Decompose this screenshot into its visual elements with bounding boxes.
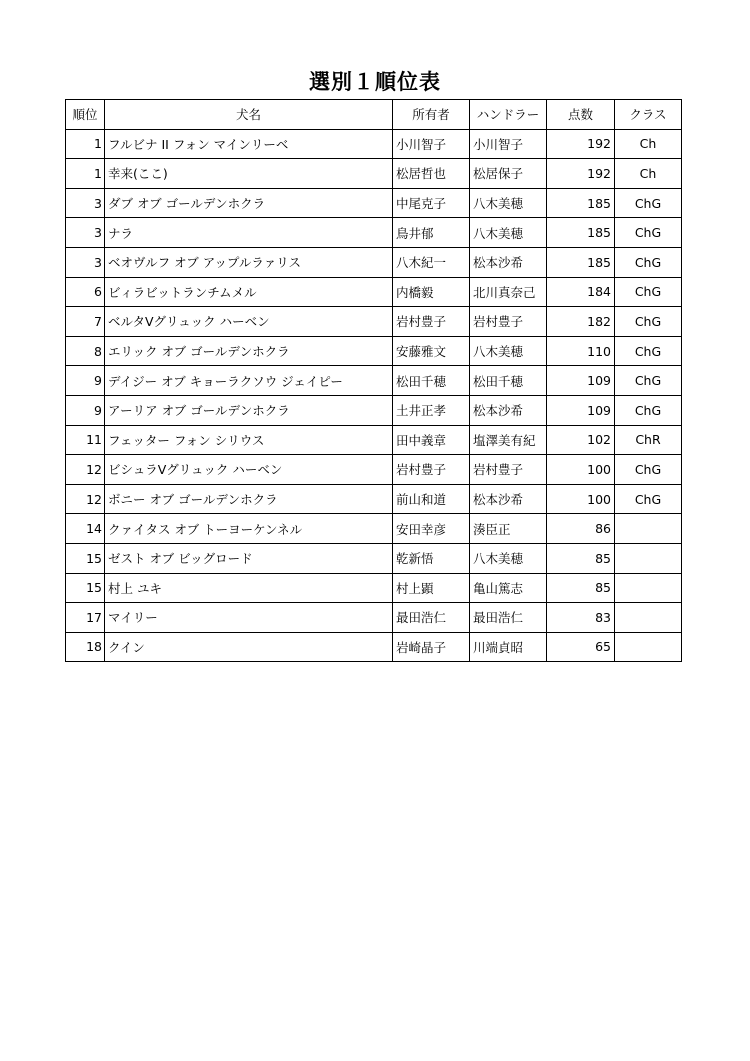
class-cell xyxy=(615,543,682,573)
owner-cell: 岩村豊子 xyxy=(393,455,470,485)
points-cell: 185 xyxy=(547,247,615,277)
rank-cell: 12 xyxy=(66,484,105,514)
rank-cell: 3 xyxy=(66,188,105,218)
class-cell: ChR xyxy=(615,425,682,455)
class-cell xyxy=(615,632,682,662)
rank-cell: 9 xyxy=(66,395,105,425)
class-cell: ChG xyxy=(615,188,682,218)
handler-cell: 最田浩仁 xyxy=(470,603,547,633)
column-header-dog-name: 犬名 xyxy=(105,100,393,130)
owner-cell: 中尾克子 xyxy=(393,188,470,218)
points-cell: 85 xyxy=(547,573,615,603)
table-row xyxy=(66,632,682,662)
handler-cell: 松居保子 xyxy=(470,159,547,189)
column-header-owner: 所有者 xyxy=(393,100,470,130)
owner-cell: 土井正孝 xyxy=(393,395,470,425)
dog-name-cell: ボニー オブ ゴールデンホクラ xyxy=(105,484,393,514)
owner-cell: 岩村豊子 xyxy=(393,307,470,337)
points-cell: 102 xyxy=(547,425,615,455)
table-row xyxy=(66,573,682,603)
owner-cell: 村上顕 xyxy=(393,573,470,603)
class-cell: ChG xyxy=(615,455,682,485)
class-cell: ChG xyxy=(615,247,682,277)
points-cell: 85 xyxy=(547,543,615,573)
owner-cell: 最田浩仁 xyxy=(393,603,470,633)
rank-cell: 1 xyxy=(66,159,105,189)
points-cell: 65 xyxy=(547,632,615,662)
header-row xyxy=(66,100,682,130)
rank-cell: 17 xyxy=(66,603,105,633)
rank-cell: 7 xyxy=(66,307,105,337)
points-cell: 182 xyxy=(547,307,615,337)
rank-cell: 15 xyxy=(66,543,105,573)
class-cell: ChG xyxy=(615,218,682,248)
dog-name-cell: ナラ xyxy=(105,218,393,248)
owner-cell: 安藤雅文 xyxy=(393,336,470,366)
rank-cell: 12 xyxy=(66,455,105,485)
table-row xyxy=(66,307,682,337)
class-cell: Ch xyxy=(615,129,682,159)
owner-cell: 前山和道 xyxy=(393,484,470,514)
points-cell: 86 xyxy=(547,514,615,544)
points-cell: 109 xyxy=(547,366,615,396)
points-cell: 109 xyxy=(547,395,615,425)
dog-name-cell: アーリア オブ ゴールデンホクラ xyxy=(105,395,393,425)
table-row xyxy=(66,514,682,544)
table-row xyxy=(66,484,682,514)
class-cell: ChG xyxy=(615,277,682,307)
column-header-points: 点数 xyxy=(547,100,615,130)
dog-name-cell: クァイタス オブ トーヨーケンネル xyxy=(105,514,393,544)
owner-cell: 岩崎晶子 xyxy=(393,632,470,662)
dog-name-cell: フェッター フォン シリウス xyxy=(105,425,393,455)
dog-name-cell: ダブ オブ ゴールデンホクラ xyxy=(105,188,393,218)
table-row xyxy=(66,129,682,159)
table-row xyxy=(66,455,682,485)
rank-cell: 1 xyxy=(66,129,105,159)
owner-cell: 小川智子 xyxy=(393,129,470,159)
rank-cell: 15 xyxy=(66,573,105,603)
dog-name-cell: 村上 ユキ xyxy=(105,573,393,603)
owner-cell: 松居哲也 xyxy=(393,159,470,189)
points-cell: 110 xyxy=(547,336,615,366)
page-title: 選別１順位表 xyxy=(309,70,441,94)
handler-cell: 八木美穂 xyxy=(470,543,547,573)
handler-cell: 八木美穂 xyxy=(470,188,547,218)
dog-name-cell: デイジー オブ キョーラクソウ ジェイピー xyxy=(105,366,393,396)
table-row xyxy=(66,336,682,366)
table-row xyxy=(66,395,682,425)
table-row xyxy=(66,218,682,248)
column-header-handler: ハンドラー xyxy=(470,100,547,130)
handler-cell: 北川真奈己 xyxy=(470,277,547,307)
table-row xyxy=(66,425,682,455)
points-cell: 192 xyxy=(547,129,615,159)
dog-name-cell: ゼスト オブ ビッグロード xyxy=(105,543,393,573)
owner-cell: 内橋毅 xyxy=(393,277,470,307)
ranking-table xyxy=(65,99,682,662)
table-row xyxy=(66,247,682,277)
handler-cell: 亀山篤志 xyxy=(470,573,547,603)
dog-name-cell: エリック オブ ゴールデンホクラ xyxy=(105,336,393,366)
rank-cell: 11 xyxy=(66,425,105,455)
points-cell: 184 xyxy=(547,277,615,307)
rank-cell: 18 xyxy=(66,632,105,662)
class-cell: ChG xyxy=(615,484,682,514)
handler-cell: 川端貞昭 xyxy=(470,632,547,662)
class-cell: Ch xyxy=(615,159,682,189)
class-cell xyxy=(615,514,682,544)
rank-cell: 8 xyxy=(66,336,105,366)
class-cell: ChG xyxy=(615,336,682,366)
table-row xyxy=(66,277,682,307)
dog-name-cell: ベオヴルフ オブ アップルラァリス xyxy=(105,247,393,277)
class-cell: ChG xyxy=(615,307,682,337)
class-cell: ChG xyxy=(615,366,682,396)
handler-cell: 松本沙希 xyxy=(470,395,547,425)
class-cell xyxy=(615,573,682,603)
handler-cell: 岩村豊子 xyxy=(470,307,547,337)
handler-cell: 湊臣正 xyxy=(470,514,547,544)
owner-cell: 安田幸彦 xyxy=(393,514,470,544)
rank-cell: 14 xyxy=(66,514,105,544)
table-row xyxy=(66,543,682,573)
table-row xyxy=(66,366,682,396)
table-row xyxy=(66,159,682,189)
handler-cell: 八木美穂 xyxy=(470,336,547,366)
handler-cell: 松本沙希 xyxy=(470,247,547,277)
column-header-rank: 順位 xyxy=(66,100,105,130)
points-cell: 100 xyxy=(547,484,615,514)
owner-cell: 鳥井郁 xyxy=(393,218,470,248)
rank-cell: 9 xyxy=(66,366,105,396)
class-cell xyxy=(615,603,682,633)
handler-cell: 松田千穂 xyxy=(470,366,547,396)
rank-cell: 3 xyxy=(66,218,105,248)
dog-name-cell: フルビナ II フォン マインリーベ xyxy=(105,129,393,159)
table-row xyxy=(66,603,682,633)
handler-cell: 塩澤美有紀 xyxy=(470,425,547,455)
owner-cell: 乾新悟 xyxy=(393,543,470,573)
handler-cell: 松本沙希 xyxy=(470,484,547,514)
points-cell: 83 xyxy=(547,603,615,633)
handler-cell: 八木美穂 xyxy=(470,218,547,248)
handler-cell: 岩村豊子 xyxy=(470,455,547,485)
owner-cell: 松田千穂 xyxy=(393,366,470,396)
dog-name-cell: 幸来(ここ) xyxy=(105,159,393,189)
points-cell: 185 xyxy=(547,188,615,218)
dog-name-cell: クイン xyxy=(105,632,393,662)
table-row xyxy=(66,188,682,218)
owner-cell: 八木紀一 xyxy=(393,247,470,277)
handler-cell: 小川智子 xyxy=(470,129,547,159)
points-cell: 100 xyxy=(547,455,615,485)
dog-name-cell: マイリー xyxy=(105,603,393,633)
rank-cell: 6 xyxy=(66,277,105,307)
table-body xyxy=(66,129,682,662)
points-cell: 192 xyxy=(547,159,615,189)
owner-cell: 田中義章 xyxy=(393,425,470,455)
dog-name-cell: ビシュラVグリュック ハーベン xyxy=(105,455,393,485)
points-cell: 185 xyxy=(547,218,615,248)
class-cell: ChG xyxy=(615,395,682,425)
dog-name-cell: ベルタVグリュック ハーベン xyxy=(105,307,393,337)
rank-cell: 3 xyxy=(66,247,105,277)
dog-name-cell: ビィラビットランチムメル xyxy=(105,277,393,307)
column-header-class: クラス xyxy=(615,100,682,130)
